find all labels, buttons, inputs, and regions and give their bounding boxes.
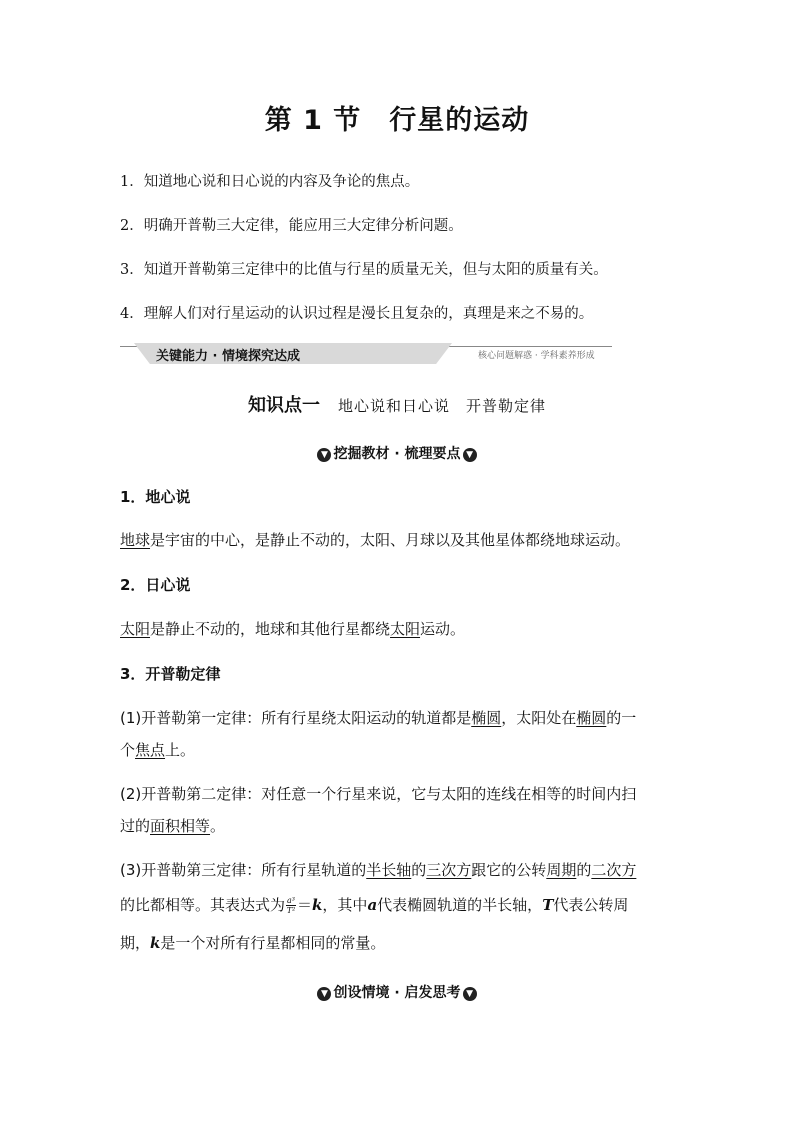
text-run: 的比都相等。其表达式为 [120,896,286,914]
answer-blank: 太阳 [120,620,151,638]
kepler-law2-line1: (2)开普勒第二定律：对任意一个行星来说，它与太阳的连线在相等的时间内扫 [120,785,637,803]
text-run: 的一 [606,709,637,727]
math-symbol: a [367,896,378,914]
kepler-law1-line1 [120,707,636,728]
page-title: 第 1 节 行星的运动 [264,105,530,136]
heading-geocentric: 1．地心说 [120,488,191,506]
answer-blank: 地球 [120,531,151,549]
answer-blank: 焦点 [135,741,166,759]
chevron-down-icon: ▼ [317,448,331,462]
text-run: 的 [576,861,592,879]
objective-2: 2．明确开普勒三大定律，能应用三大定律分析问题。 [120,218,463,234]
text-run: 上。 [165,741,196,759]
text-run: 是一个对所有行星都相同的常量。 [160,934,386,952]
answer-blank: 二次方 [591,861,637,879]
answer-blank: 面积相等 [150,817,211,835]
answer-blank: 三次方 [426,861,472,879]
text-run: 是宇宙的中心，是静止不动的，太阳、月球以及其他星体都绕地球运动。 [150,531,631,549]
subsection-banner-textbook [0,443,794,463]
text-run: ，其中 [322,896,368,914]
kepler-law2-line2 [120,815,225,836]
knowledge-point-number: 知识点一 [247,395,320,416]
kepler-law1-line2 [120,739,195,760]
math-symbol: k [150,934,161,952]
knowledge-point-topic: 地心说和日心说 开普勒定律 [337,397,546,415]
kepler-law3-line1 [120,859,636,880]
text-run: 的 [411,861,427,879]
text-run: 运动。 [420,620,466,638]
band-caption: 核心问题解惑 · 学科素养形成 [478,351,595,361]
text-run: 代表公转周 [553,896,629,914]
text-run: ，太阳处在 [501,709,577,727]
answer-blank: 椭圆 [576,709,607,727]
banner-text: 创设情境 · 启发思考 [333,985,461,1001]
kepler-law3-line3 [120,932,385,953]
kepler-fraction [286,896,296,915]
text-run: 个 [120,741,136,759]
kepler-law3-line2 [120,894,628,915]
paragraph-geocentric [120,529,630,550]
math-symbol: k [312,896,323,914]
chevron-down-icon: ▼ [463,987,477,1001]
equals-sign: ＝ [297,896,313,914]
math-symbol: T [542,896,554,914]
heading-kepler: 3．开普勒定律 [120,665,221,683]
paragraph-heliocentric [120,618,465,639]
band-label: 关键能力 · 情境探究达成 [156,349,300,364]
objective-3: 3．知道开普勒第三定律中的比值与行星的质量无关，但与太阳的质量有关。 [120,262,608,278]
text-run: 。 [210,817,226,835]
text-run: 是静止不动的，地球和其他行星都绕 [150,620,391,638]
text-run: 代表椭圆轨道的半长轴， [377,896,543,914]
text-run: 过的 [120,817,151,835]
objective-4: 4．理解人们对行星运动的认识过程是漫长且复杂的，真理是来之不易的。 [120,306,594,322]
knowledge-point-heading [0,391,794,417]
text-run: 期， [120,934,151,952]
subsection-banner-scenario [0,982,794,1002]
answer-blank: 周期 [546,861,577,879]
banner-text: 挖掘教材 · 梳理要点 [333,446,461,462]
answer-blank: 半长轴 [366,861,412,879]
answer-blank: 太阳 [390,620,421,638]
objective-1: 1．知道地心说和日心说的内容及争论的焦点。 [120,174,420,190]
chevron-down-icon: ▼ [463,448,477,462]
fraction-numerator: a³ [287,896,295,905]
chevron-down-icon: ▼ [317,987,331,1001]
fraction-denominator: T² [286,906,296,915]
text-run: (1)开普勒第一定律：所有行星绕太阳运动的轨道都是 [120,709,472,727]
section-band [120,343,612,365]
text-run: 跟它的公转 [471,861,547,879]
answer-blank: 椭圆 [471,709,502,727]
heading-heliocentric: 2．日心说 [120,576,191,594]
text-run: (3)开普勒第三定律：所有行星轨道的 [120,861,367,879]
